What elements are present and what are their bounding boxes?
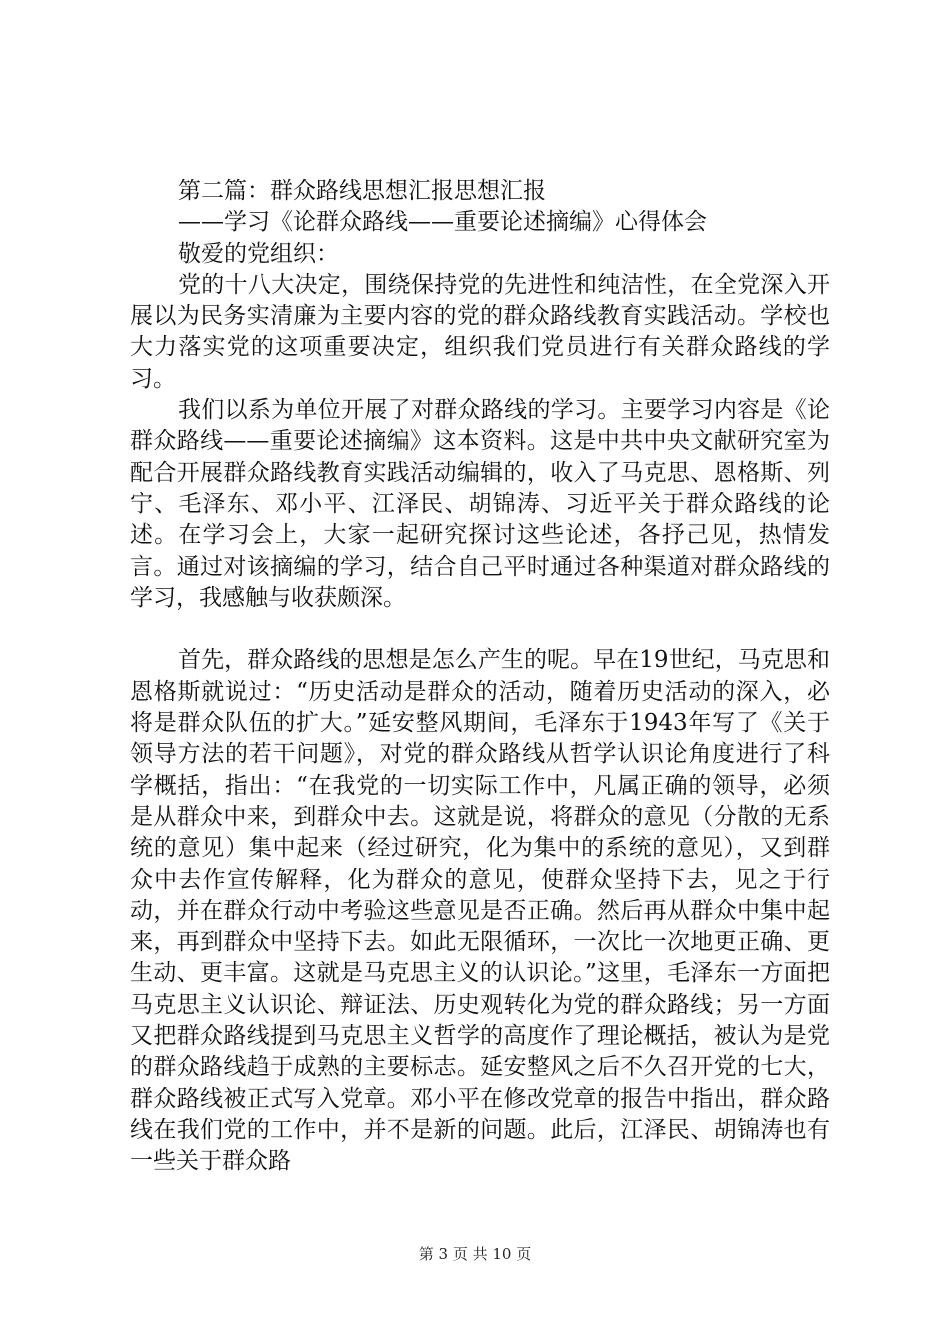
- blank-line: [130, 614, 830, 645]
- paragraph-3: 首先，群众路线的思想是怎么产生的呢。早在19世纪，马克思和恩格斯就说过：“历史活动是群众的活动，随着历史活动的深入，必将是群众队伍的扩大。”延安整风期间，毛泽东于1943年写了《关于领导方法的若干问题》，对党的群众路线从哲学认识论角度进行了科学概括，指出：“在我党的一切实际工作中，凡属正确的领导，必须是从群众中来，到群众中去。这就是说，将群众的意见（分散的无系统的意见）集中起来（经过研究，化为集中的系统的意见），又到群众中去作宣传解释，化为群众的意见，使群众坚持下去，见之于行动，并在群众行动中考验这些意见是否正确。然后再从群众中集中起来，再到群众中坚持下去。如此无限循环，一次比一次地更正确、更生动、更丰富。这就是马克思主义的认识论。”这里，毛泽东一方面把马克思主义认识论、辩证法、历史观转化为党的群众路线；另一方面又把群众路线提到马克思主义哲学的高度作了理论概括，被认为是党的群众路线趋于成熟的主要标志。延安整风之后不久召开党的七大，群众路线被正式写入党章。邓小平在修改党章的报告中指出，群众路线在我们党的工作中，并不是新的问题。此后，江泽民、胡锦涛也有一些关于群众路: [130, 647, 830, 1175]
- paragraph-2: 我们以系为单位开展了对群众路线的学习。主要学习内容是《论群众路线——重要论述摘编》这本资料。这是中共中央文献研究室为配合开展群众路线教育实践活动编辑的，收入了马克思、恩格斯、列宁、毛泽东、邓小平、江泽民、胡锦涛、习近平关于群众路线的论述。在学习会上，大家一起研究探讨这些论述，各抒己见，热情发言。通过对该摘编的学习，结合自己平时通过各种渠道对群众路线的学习，我感触与收获颇深。: [130, 397, 830, 611]
- page-footer: 第 3 页 共 10 页: [418, 1245, 532, 1263]
- document-subtitle: ——学习《论群众路线——重要论述摘编》心得体会: [178, 209, 707, 236]
- salutation: 敬爱的党组织：: [178, 240, 339, 267]
- paragraph-1: 党的十八大决定，围绕保持党的先进性和纯洁性，在全党深入开展以为民务实清廉为主要内容的党的群众路线教育实践活动。学校也大力落实党的这项重要决定，组织我们党员进行有关群众路线的学习。: [130, 271, 830, 392]
- document-title: 第二篇：群众路线思想汇报思想汇报: [178, 178, 546, 204]
- document-body: [130, 176, 830, 1178]
